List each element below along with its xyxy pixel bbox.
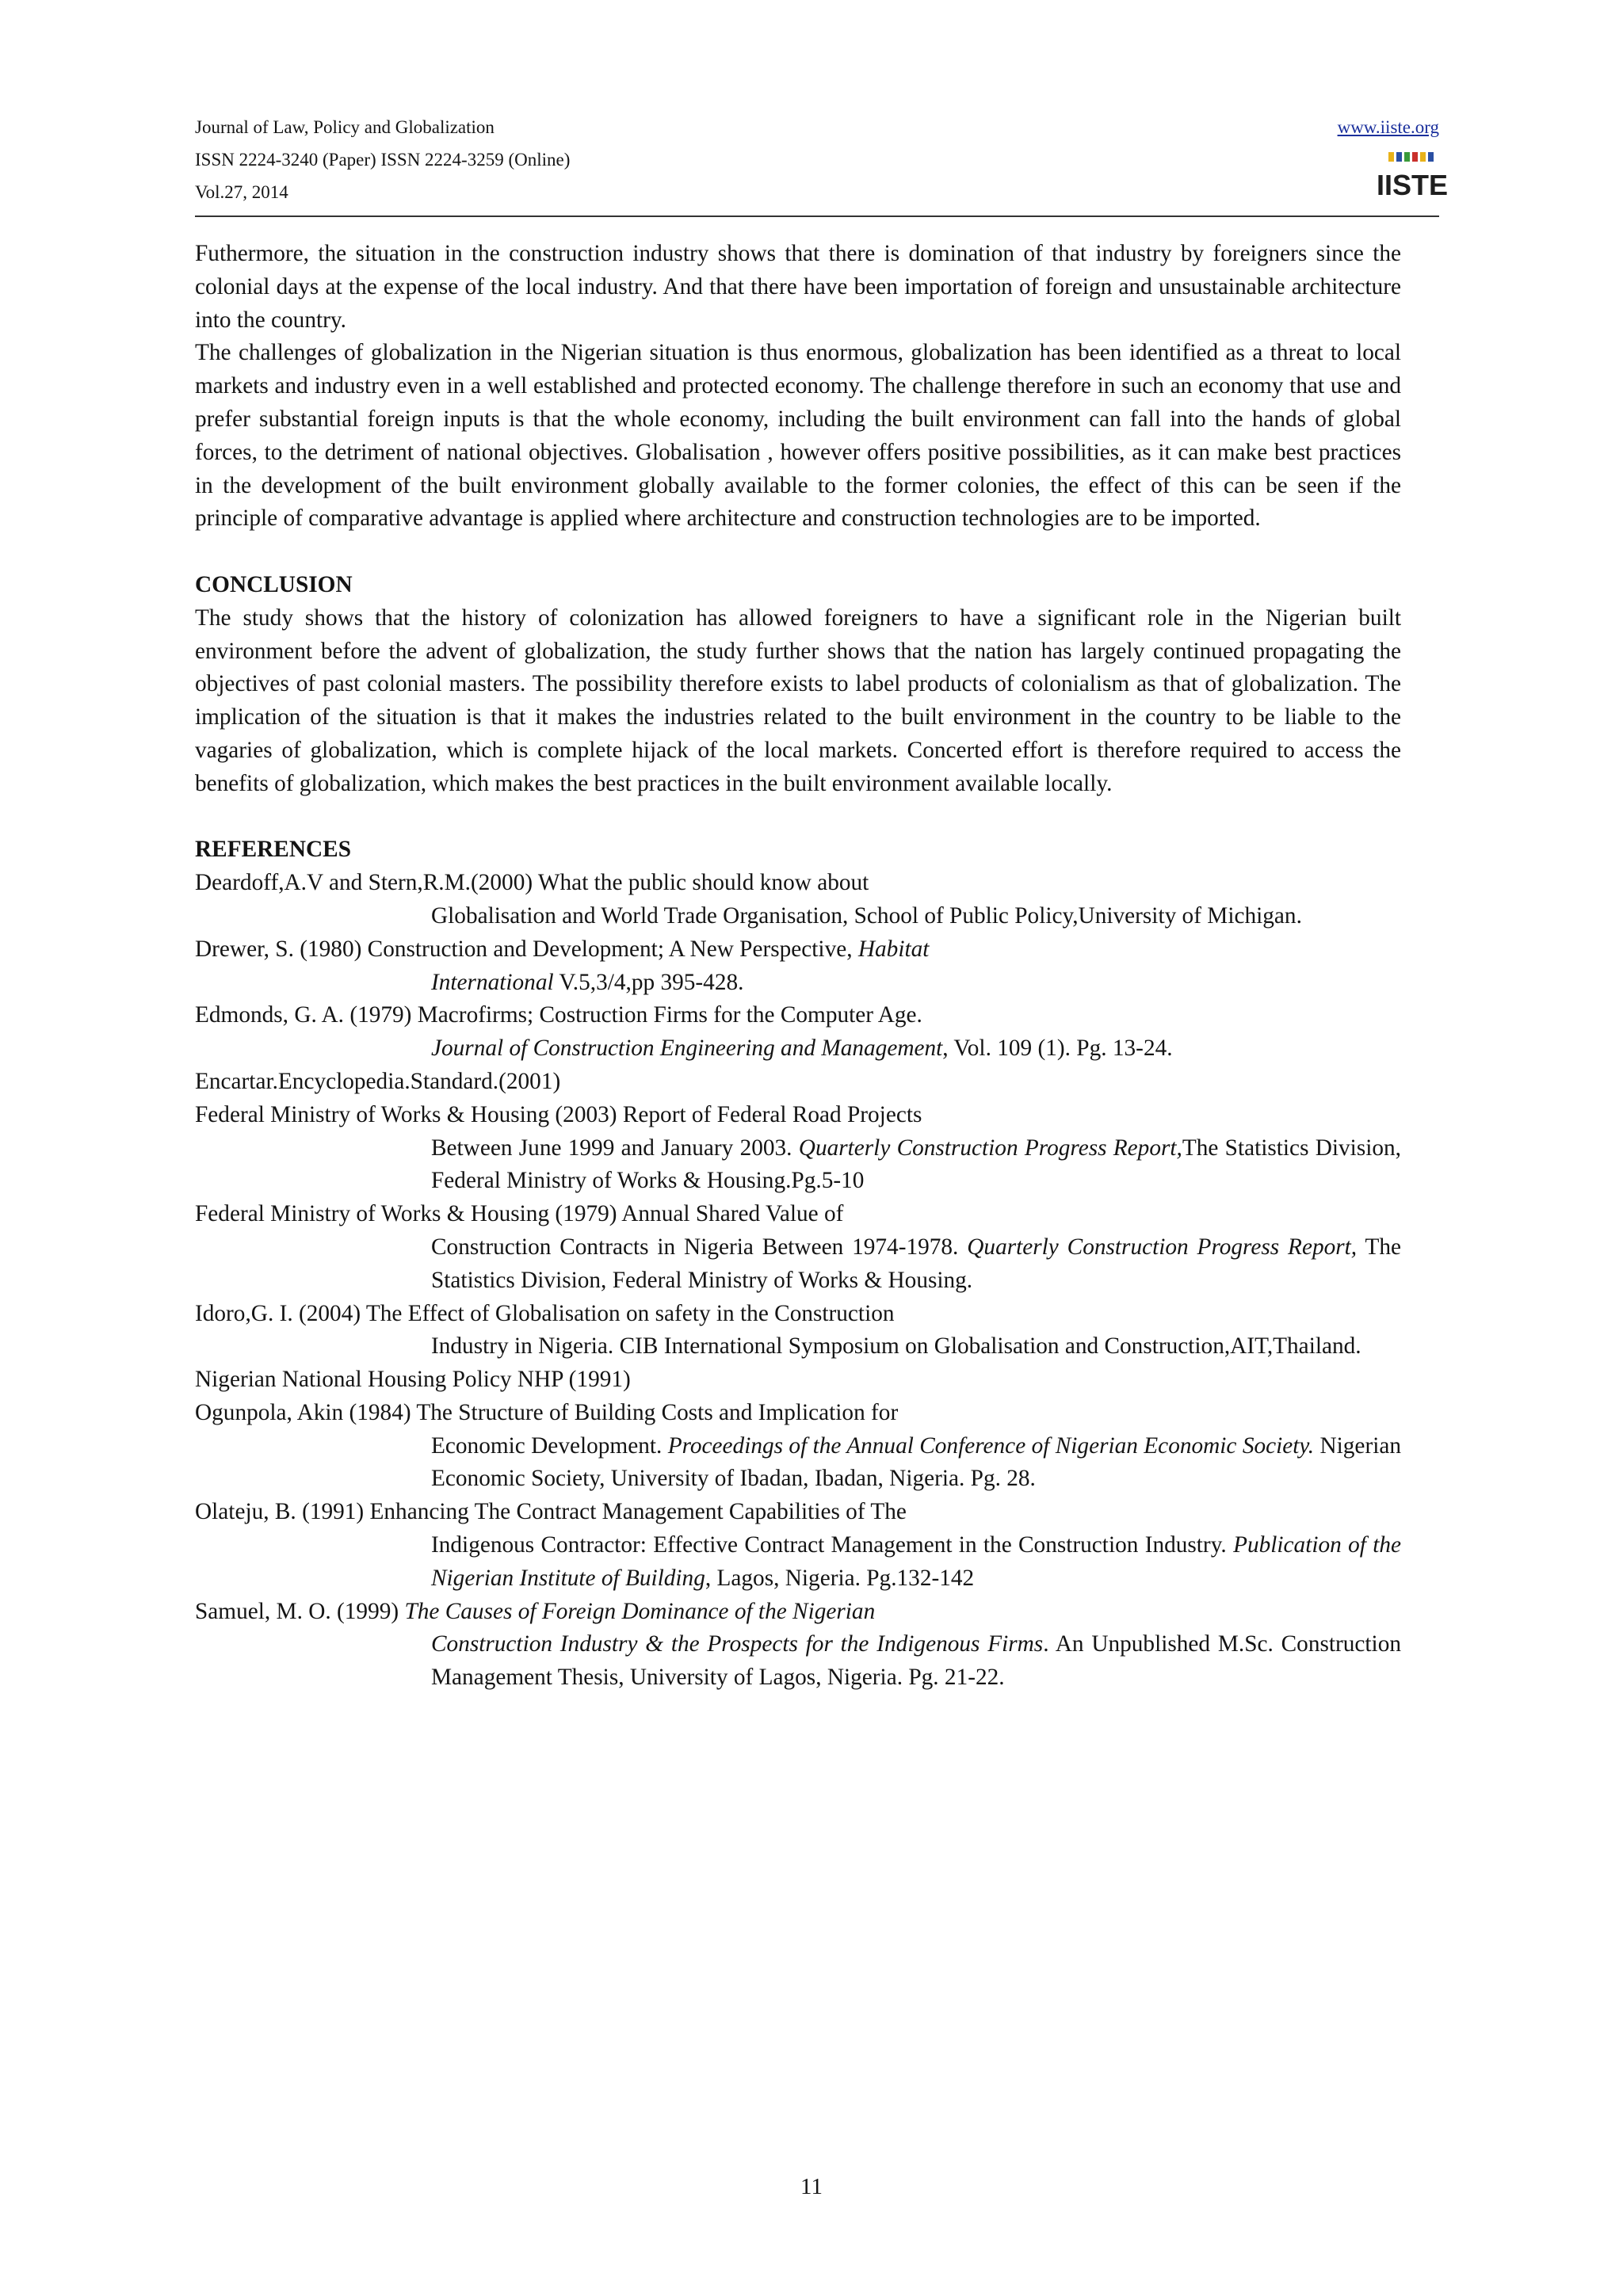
reference-continuation <box>431 967 1401 1000</box>
reference-entry <box>195 1596 1401 1695</box>
reference-italic-text: Proceedings of the Annual Conference of Nigerian Economic Society. <box>667 1432 1315 1459</box>
reference-entry <box>195 1397 1401 1496</box>
reference-first-line <box>195 1397 1401 1430</box>
reference-entry <box>195 1198 1401 1297</box>
reference-italic-text: The Causes of Foreign Dominance of the Nigerian <box>404 1598 876 1624</box>
reference-first-line <box>195 933 1401 967</box>
reference-continuation <box>431 1529 1401 1596</box>
page-number: 11 <box>800 2174 823 2199</box>
reference-first-line <box>195 1596 1401 1629</box>
reference-italic-text: Publication of the Nigerian Institute of Building <box>431 1532 1401 1591</box>
reference-continuation <box>431 1430 1401 1497</box>
reference-first-line <box>195 1198 1401 1231</box>
reference-text: Nigerian Economic Society, University of Ibadan, Ibadan, Nigeria. Pg. 28. <box>431 1432 1401 1492</box>
reference-text: Indigenous Contractor: Effective Contract Management in the Construction Industry. <box>431 1532 1234 1558</box>
issn-line: ISSN 2224-3240 (Paper) ISSN 2224-3259 (Online) <box>195 150 571 170</box>
reference-entry <box>195 1066 1401 1099</box>
reference-first-line <box>195 1298 1401 1331</box>
reference-text: Drewer, S. (1980) Construction and Development; A New Perspective, <box>195 936 858 962</box>
journal-title: Journal of Law, Policy and Globalization <box>195 117 495 137</box>
header-rule <box>195 215 1439 217</box>
reference-text: , Lagos, Nigeria. Pg.132-142 <box>705 1565 975 1591</box>
reference-first-line <box>195 1496 1401 1529</box>
iiste-logo <box>1376 151 1449 201</box>
reference-entry <box>195 933 1401 1000</box>
paragraph-foreign-domination: Futhermore, the situation in the construction industry shows that there is domination of that industry by foreigners since the colonial days at the expense of the local industry. And that there have been importation of foreign and unsustainable architecture into the country. <box>195 241 1401 333</box>
reference-text: V.5,3/4,pp 395-428. <box>553 969 744 995</box>
reference-continuation <box>431 1231 1401 1298</box>
reference-entry <box>195 1099 1401 1198</box>
reference-text: Nigerian National Housing Policy NHP (1991) <box>195 1367 631 1393</box>
reference-continuation <box>431 900 1401 933</box>
reference-first-line <box>195 999 1401 1032</box>
reference-text: Federal Ministry of Works & Housing (1979) Annual Shared Value of <box>195 1201 844 1227</box>
reference-italic-text: Quarterly Construction Progress Report, <box>967 1234 1358 1260</box>
reference-text: Deardoff,A.V and Stern,R.M.(2000) What the public should know about <box>195 870 869 896</box>
reference-text: , Vol. 109 (1). Pg. 13-24. <box>942 1035 1173 1062</box>
reference-entry <box>195 867 1401 933</box>
journal-website-link[interactable]: www.iiste.org <box>1337 117 1439 137</box>
page-header <box>195 111 1449 206</box>
volume-line: Vol.27, 2014 <box>195 182 288 202</box>
reference-italic-text: Habitat <box>857 936 930 962</box>
reference-first-line <box>195 1066 1401 1099</box>
reference-text: Between June 1999 and January 2003. <box>431 1135 799 1161</box>
conclusion-paragraph: The study shows that the history of colonization has allowed foreigners to have a significant role in the Nigerian built environment before the advent of globalization, the study further shows that the nation has largely continued propagating the objectives of past colonial masters. The possibility therefore exists to label products of colonialism as that of globalization. The implication of the situation is that it makes the industries related to the built environment in the country to be liable to the vagaries of globalization, which is complete hijack of the local markets. Concerted effort is therefore required to access the benefits of globalization, which makes the best practices in the built environment available locally. <box>195 605 1401 796</box>
reference-text: Economic Development. <box>431 1432 668 1459</box>
svg-text:IISTE: IISTE <box>1376 169 1449 201</box>
reference-text: Industry in Nigeria. CIB International Symposium on Globalisation and Construction,AIT,Thailand. <box>431 1333 1361 1360</box>
reference-text: Olateju, B. (1991) Enhancing The Contract Management Capabilities of The <box>195 1499 907 1525</box>
references-heading: REFERENCES <box>195 837 351 863</box>
reference-continuation <box>431 1132 1401 1199</box>
reference-text: Samuel, M. O. (1999) <box>195 1598 405 1624</box>
reference-first-line <box>195 1363 1401 1397</box>
reference-italic-text: Construction Industry & the Prospects for the Indigenous Firms <box>431 1631 1044 1657</box>
reference-entry <box>195 999 1401 1066</box>
reference-text: Globalisation and World Trade Organisation, School of Public Policy,University of Michigan. <box>431 902 1302 929</box>
reference-first-line <box>195 1099 1401 1132</box>
reference-continuation <box>431 1032 1401 1066</box>
reference-text: Ogunpola, Akin (1984) The Structure of Building Costs and Implication for <box>195 1399 899 1425</box>
reference-text: The Statistics Division, Federal Ministry of Works & Housing.Pg.5-10 <box>431 1135 1401 1194</box>
reference-italic-text: Journal of Construction Engineering and Management <box>431 1035 943 1062</box>
reference-text: Federal Ministry of Works & Housing (2003) Report of Federal Road Projects <box>195 1101 922 1127</box>
reference-italic-text: Quarterly Construction Progress Report, <box>798 1135 1182 1161</box>
reference-text: Construction Contracts in Nigeria Between 1974-1978. <box>431 1234 968 1260</box>
reference-text: Encartar.Encyclopedia.Standard.(2001) <box>195 1068 561 1094</box>
conclusion-heading: CONCLUSION <box>195 571 353 597</box>
paragraph-globalization-challenges: The challenges of globalization in the Nigerian situation is thus enormous, globalization has been identified as a threat to local markets and industry even in a well established and protected economy. The challenge therefore in such an economy that use and prefer substantial foreign inputs is that the whole economy, including the built environment can fall into the hands of global forces, to the detriment of national objectives. Globalisation , however offers positive possibilities, as it can make best practices in the development of the built environment globally available to the former colonies, the effect of this can be seen if the principle of comparative advantage is applied where architecture and construction technologies are to be imported. <box>195 340 1401 532</box>
reference-continuation <box>431 1628 1401 1695</box>
reference-entry <box>195 1496 1401 1595</box>
reference-list <box>195 867 1401 1695</box>
reference-entry <box>195 1363 1401 1397</box>
reference-entry <box>195 1298 1401 1364</box>
main-content <box>195 238 1401 1695</box>
reference-text: Idoro,G. I. (2004) The Effect of Globalisation on safety in the Construction <box>195 1300 895 1326</box>
reference-text: The Statistics Division, Federal Ministry of Works & Housing. <box>431 1234 1401 1293</box>
reference-italic-text: International <box>431 969 554 995</box>
reference-text: Edmonds, G. A. (1979) Macrofirms; Costruction Firms for the Computer Age. <box>195 1002 922 1028</box>
reference-continuation <box>431 1330 1401 1363</box>
reference-text: . An Unpublished M.Sc. Construction Management Thesis, University of Lagos, Nigeria. Pg. 21-22. <box>431 1631 1401 1691</box>
reference-first-line <box>195 867 1401 900</box>
